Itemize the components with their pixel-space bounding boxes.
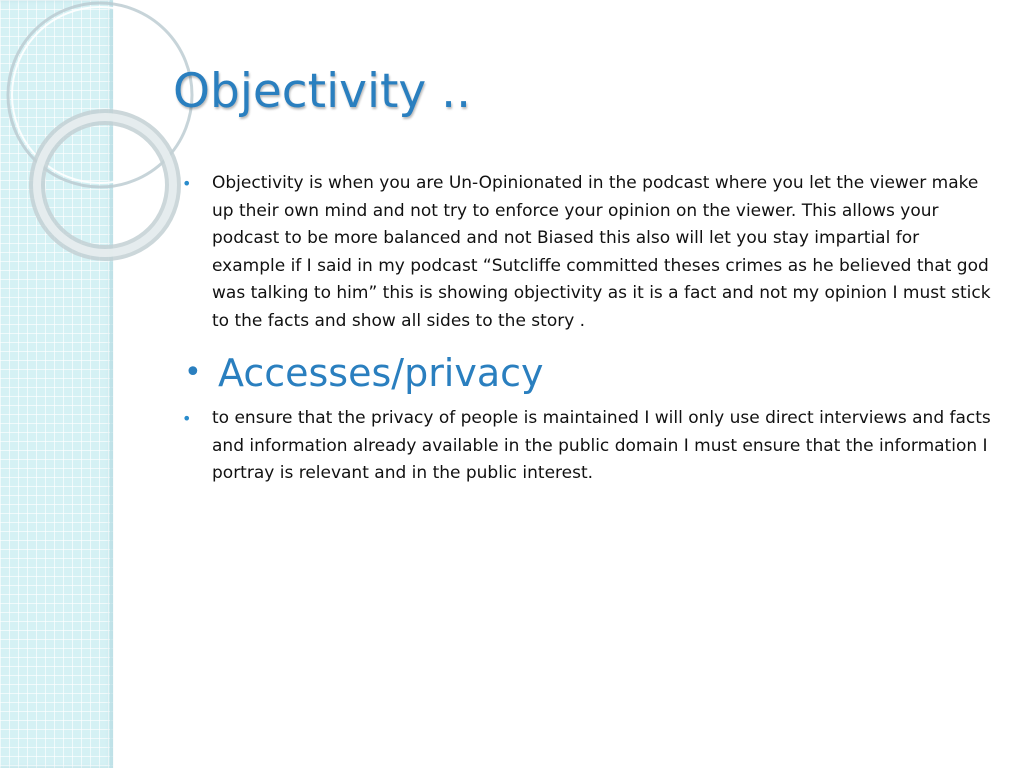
bullet-icon: • <box>182 174 192 193</box>
bullet-text-objectivity: Objectivity is when you are Un-Opinionated in the podcast where you let the viewer make up their own mind and not try to enforce your opinion on the viewer. This allows your podcast to be more balanced and not Biased this also will let you stay impartial for example if I said in my podcast “Sutcliffe committed theses crimes as he believed that god was talking to him” this is showing objectivity as it is a fact and not my opinion I must stick to the facts and show all sides to the story . <box>212 173 991 331</box>
slide-title: Objectivity .. <box>173 64 472 119</box>
bullet-item-objectivity <box>180 170 995 335</box>
bullet-list <box>180 170 995 488</box>
bullet-item-privacy <box>180 405 995 488</box>
bullet-heading-accesses-privacy <box>180 351 995 395</box>
bullet-text-privacy: to ensure that the privacy of people is maintained I will only use direct interviews and facts and information already available in the public domain I must ensure that the information I portray is relevant and in the public interest. <box>212 408 991 483</box>
bullet-heading-text: Accesses/privacy <box>218 351 544 395</box>
bullet-icon: • <box>184 355 202 390</box>
bullet-icon: • <box>182 409 192 428</box>
